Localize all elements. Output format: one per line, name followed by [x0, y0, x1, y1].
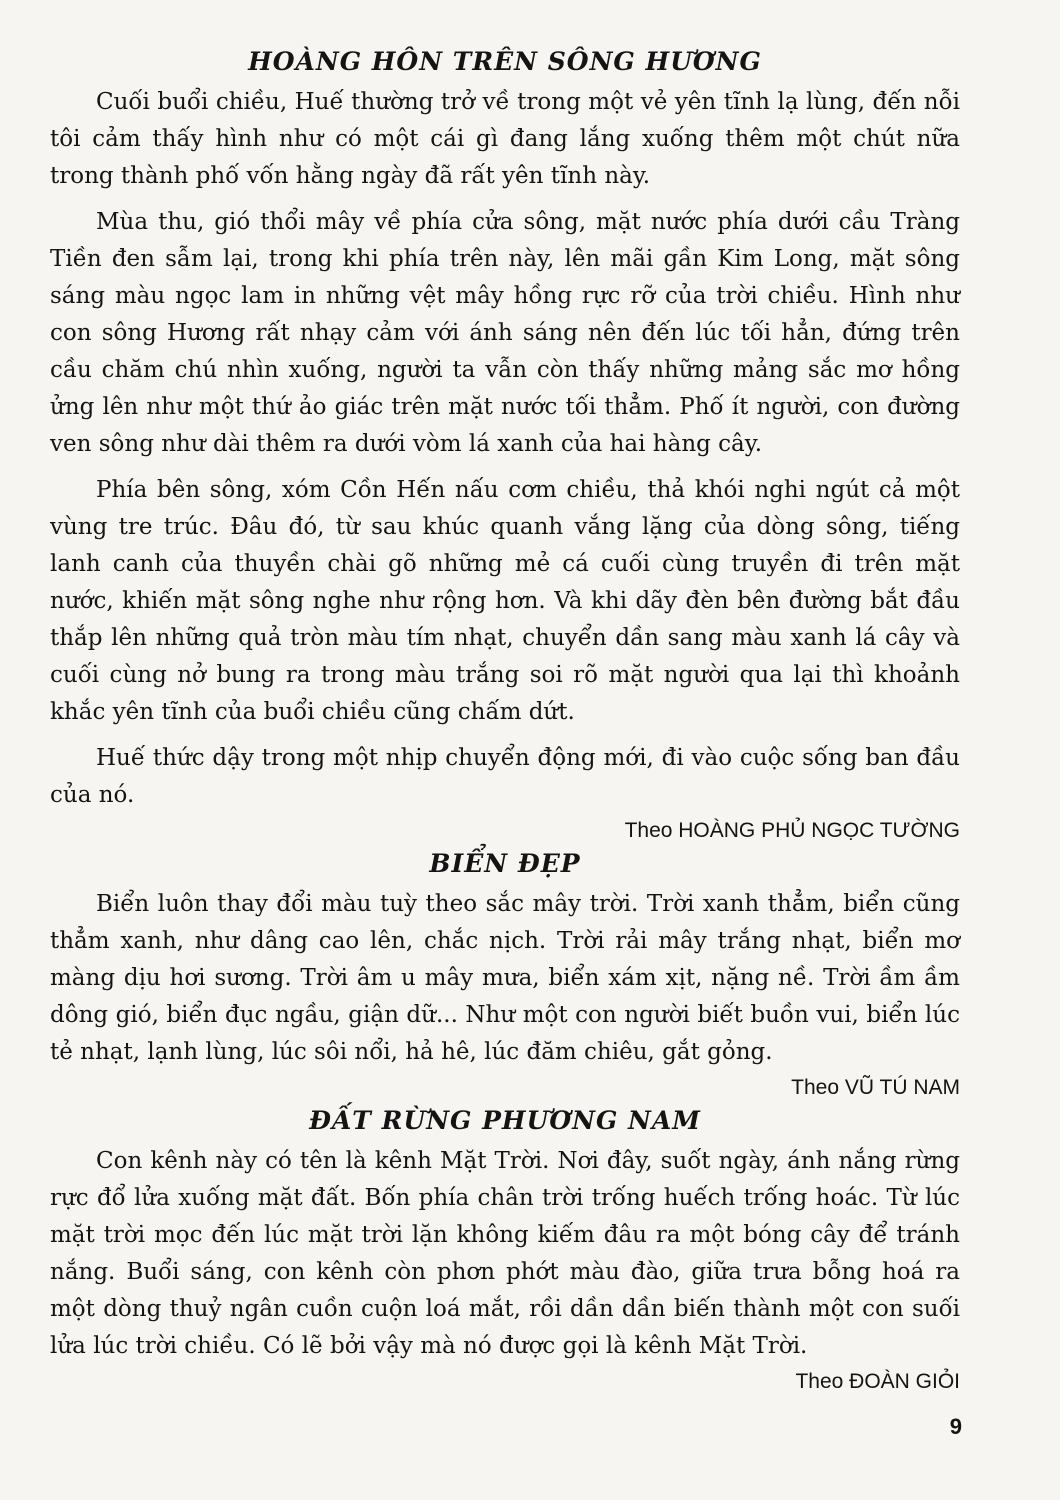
author-credit: Theo VŨ TÚ NAM [791, 1076, 960, 1099]
section-title: HOÀNG HÔN TRÊN SÔNG HƯƠNG [248, 47, 762, 76]
paragraph: Cuối buổi chiều, Huế thường trở về trong một vẻ yên tĩnh lạ lùng, đến nỗi tôi cảm thấy hình như có một cái gì đang lắng xuống thêm một chút nữa trong thành phố vốn hằng ngày đã rất yên tĩnh này. [50, 89, 960, 189]
paragraph: Biển luôn thay đổi màu tuỳ theo sắc mây trời. Trời xanh thẳm, biển cũng thẳm xanh, như dâng cao lên, chắc nịch. Trời rải mây trắng nhạt, biển mơ màng dịu hơi sương. Trời âm u mây mưa, biển xám xịt, nặng nề. Trời ầm ầm dông gió, biển đục ngầu, giận dữ... Như một con người biết buồn vui, biển lúc tẻ nhạt, lạnh lùng, lúc sôi nổi, hả hê, lúc đăm chiêu, gắt gỏng. [50, 891, 960, 1065]
author-credit: Theo ĐOÀN GIỎI [795, 1370, 960, 1393]
paragraph: Con kênh này có tên là kênh Mặt Trời. Nơi đây, suốt ngày, ánh nắng rừng rực đổ lửa xuống mặt đất. Bốn phía chân trời trống huếch trống hoác. Từ lúc mặt trời mọc đến lúc mặt trời lặn không kiếm đâu ra một bóng cây để tránh nắng. Buổi sáng, con kênh còn phơn phớt màu đào, giữa trưa bỗng hoá ra một dòng thuỷ ngân cuồn cuộn loá mắt, rồi dần dần biến thành một con suối lửa lúc trời chiều. Có lẽ bởi vậy mà nó được gọi là kênh Mặt Trời. [50, 1148, 960, 1359]
paragraph: Phía bên sông, xóm Cồn Hến nấu cơm chiều, thả khói nghi ngút cả một vùng tre trúc. Đâu đó, từ sau khúc quanh vắng lặng của dòng sông, tiếng lanh canh của thuyền chài gõ những mẻ cá cuối cùng truyền đi trên mặt nước, khiến mặt sông nghe như rộng hơn. Và khi dãy đèn bên đường bắt đầu thắp lên những quả tròn màu tím nhạt, chuyển dần sang màu xanh lá cây và cuối cùng nở bung ra trong màu trắng soi rõ mặt người qua lại thì khoảnh khắc yên tĩnh của buổi chiều cũng chấm dứt. [50, 477, 960, 725]
paragraph: Mùa thu, gió thổi mây về phía cửa sông, mặt nước phía dưới cầu Tràng Tiền đen sẫm lại, trong khi phía trên này, lên mãi gần Kim Long, mặt sông sáng màu ngọc lam in những vệt mây hồng rực rỡ của trời chiều. Hình như con sông Hương rất nhạy cảm với ánh sáng nên đến lúc tối hẳn, đứng trên cầu chăm chú nhìn xuống, người ta vẫn còn thấy những mảng sắc mơ hồng ửng lên như một thứ ảo giác trên mặt nước tối thẳm. Phố ít người, con đường ven sông như dài thêm ra dưới vòm lá xanh của hai hàng cây. [50, 209, 960, 457]
section-hoang-hon-tren-song-huong [50, 44, 960, 846]
section-title: BIỂN ĐẸP [429, 849, 581, 878]
paragraph: Huế thức dậy trong một nhịp chuyển động mới, đi vào cuộc sống ban đầu của nó. [50, 745, 960, 808]
section-bien-dep [50, 846, 960, 1103]
page-number: 9 [949, 1414, 962, 1439]
section-title: ĐẤT RỪNG PHƯƠNG NAM [309, 1106, 701, 1135]
section-dat-rung-phuong-nam [50, 1103, 960, 1397]
author-credit: Theo HOÀNG PHỦ NGỌC TƯỜNG [624, 819, 960, 842]
